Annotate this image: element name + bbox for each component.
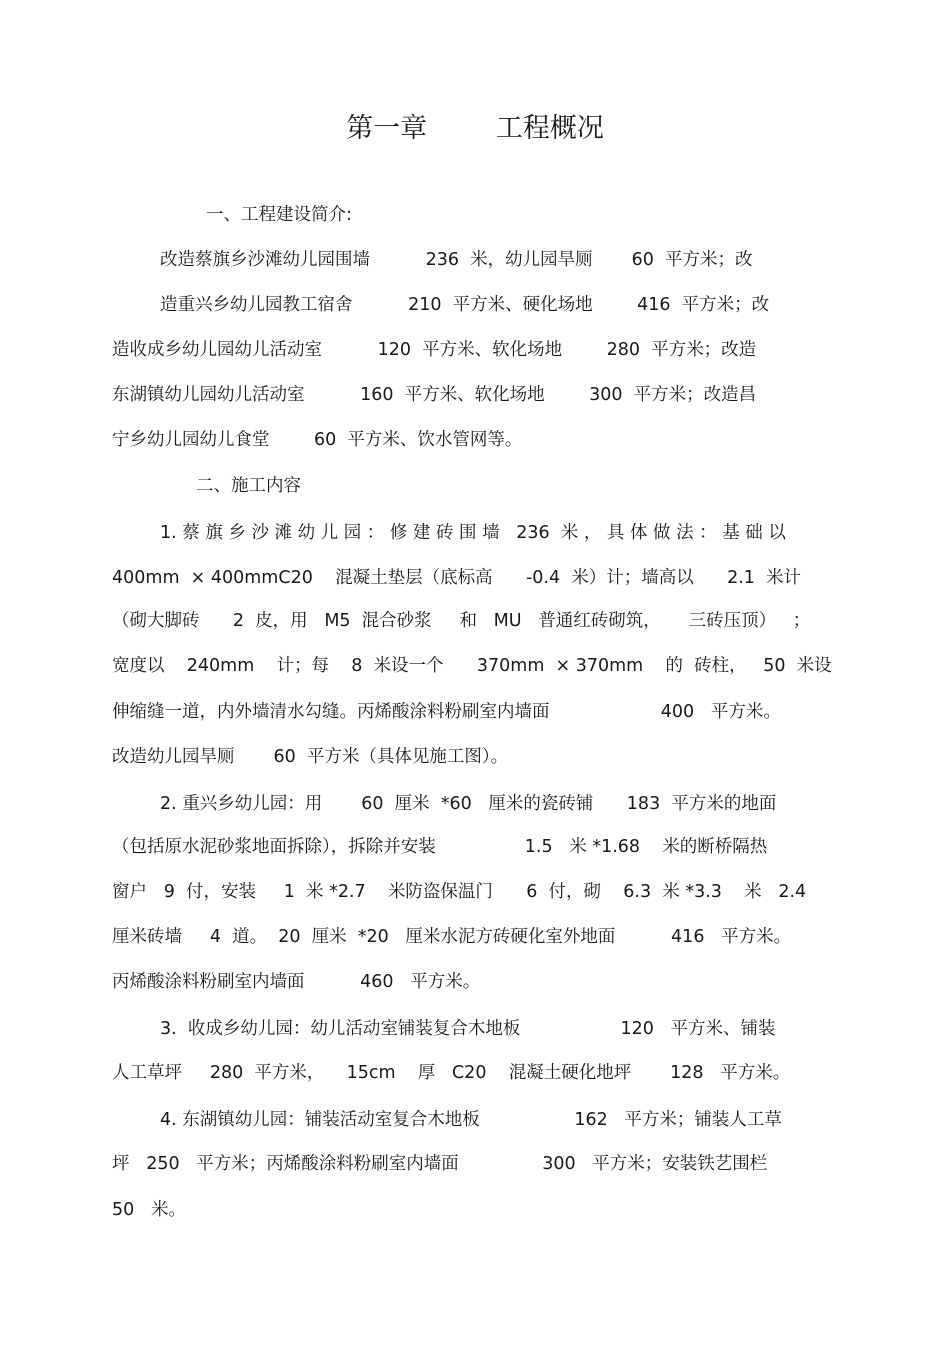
section-heading-overview: 一、工程建设简介: [206,205,352,225]
paragraph-line: 人工草坪 280 平方米， 15cm 厚 C20 混凝土硬化地坪 128 平方米。 [112,1063,791,1083]
paragraph-line: 改造蔡旗乡沙滩幼儿园围墙 236 米，幼儿园旱厕 60 平方米；改 [160,250,753,270]
paragraph-line: （砌大脚砖 2 皮，用 M5 混合砂浆 和 MU 普通红砖砌筑， 三砖压顶） ； [112,611,811,631]
paragraph-line: 宁乡幼儿园幼儿食堂 60 平方米、饮水管网等。 [112,430,523,450]
paragraph-line: 坪 250 平方米；丙烯酸涂料粉刷室内墙面 300 平方米；安装铁艺围栏 [112,1154,768,1174]
paragraph-line: 东湖镇幼儿园幼儿活动室 160 平方米、软化场地 300 平方米；改造昌 [112,385,757,405]
paragraph-line: 厘米砖墙 4 道。 20 厘米 *20 厘米水泥方砖硬化室外地面 416 平方米。 [112,927,792,947]
paragraph-line: 50 米。 [112,1200,186,1220]
chapter-title: 第一章 工程概况 [346,113,604,144]
paragraph-line: 400mm × 400mmC20 混凝土垫层（底标高 -0.4 米）计；墙高以 2.1 米计 [112,568,802,588]
paragraph-line: （包括原水泥砂浆地面拆除），拆除并安装 1.5 米 *1.68 米的断桥隔热 [112,837,768,857]
paragraph-line: 丙烯酸涂料粉刷室内墙面 460 平方米。 [112,972,481,992]
paragraph-line: 4. 东湖镇幼儿园：铺装活动室复合木地板 162 平方米；铺装人工草 [160,1110,782,1130]
paragraph-line: 1. 蔡 旗 乡 沙 滩 幼 儿 园 ： 修 建 砖 围 墙 236 米 ， 具 体 做 法 ： 基 础 以 [160,523,786,543]
paragraph-line: 造重兴乡幼儿园教工宿舍 210 平方米、硬化场地 416 平方米；改 [160,295,770,315]
paragraph-line: 2. 重兴乡幼儿园：用 60 厘米 *60 厘米的瓷砖铺 183 平方米的地面 [160,794,777,814]
paragraph-line: 伸缩缝一道，内外墙清水勾缝。丙烯酸涂料粉刷室内墙面 400 平方米。 [112,702,781,722]
paragraph-line: 宽度以 240mm 计；每 8 米设一个 370mm × 370mm 的 砖柱， 50 米设 [112,656,832,676]
paragraph-line: 造收成乡幼儿园幼儿活动室 120 平方米、软化场地 280 平方米；改造 [112,340,757,360]
paragraph-line: 改造幼儿园旱厕 60 平方米（具体见施工图）。 [112,747,509,767]
paragraph-line: 窗户 9 付，安装 1 米 *2.7 米防盗保温门 6 付，砌 6.3 米 *3.3 米 2.4 [112,882,807,902]
paragraph-line: 3. 收成乡幼儿园：幼儿活动室铺装复合木地板 120 平方米、铺装 [160,1019,776,1039]
section-heading-construction: 二、施工内容 [196,476,301,496]
